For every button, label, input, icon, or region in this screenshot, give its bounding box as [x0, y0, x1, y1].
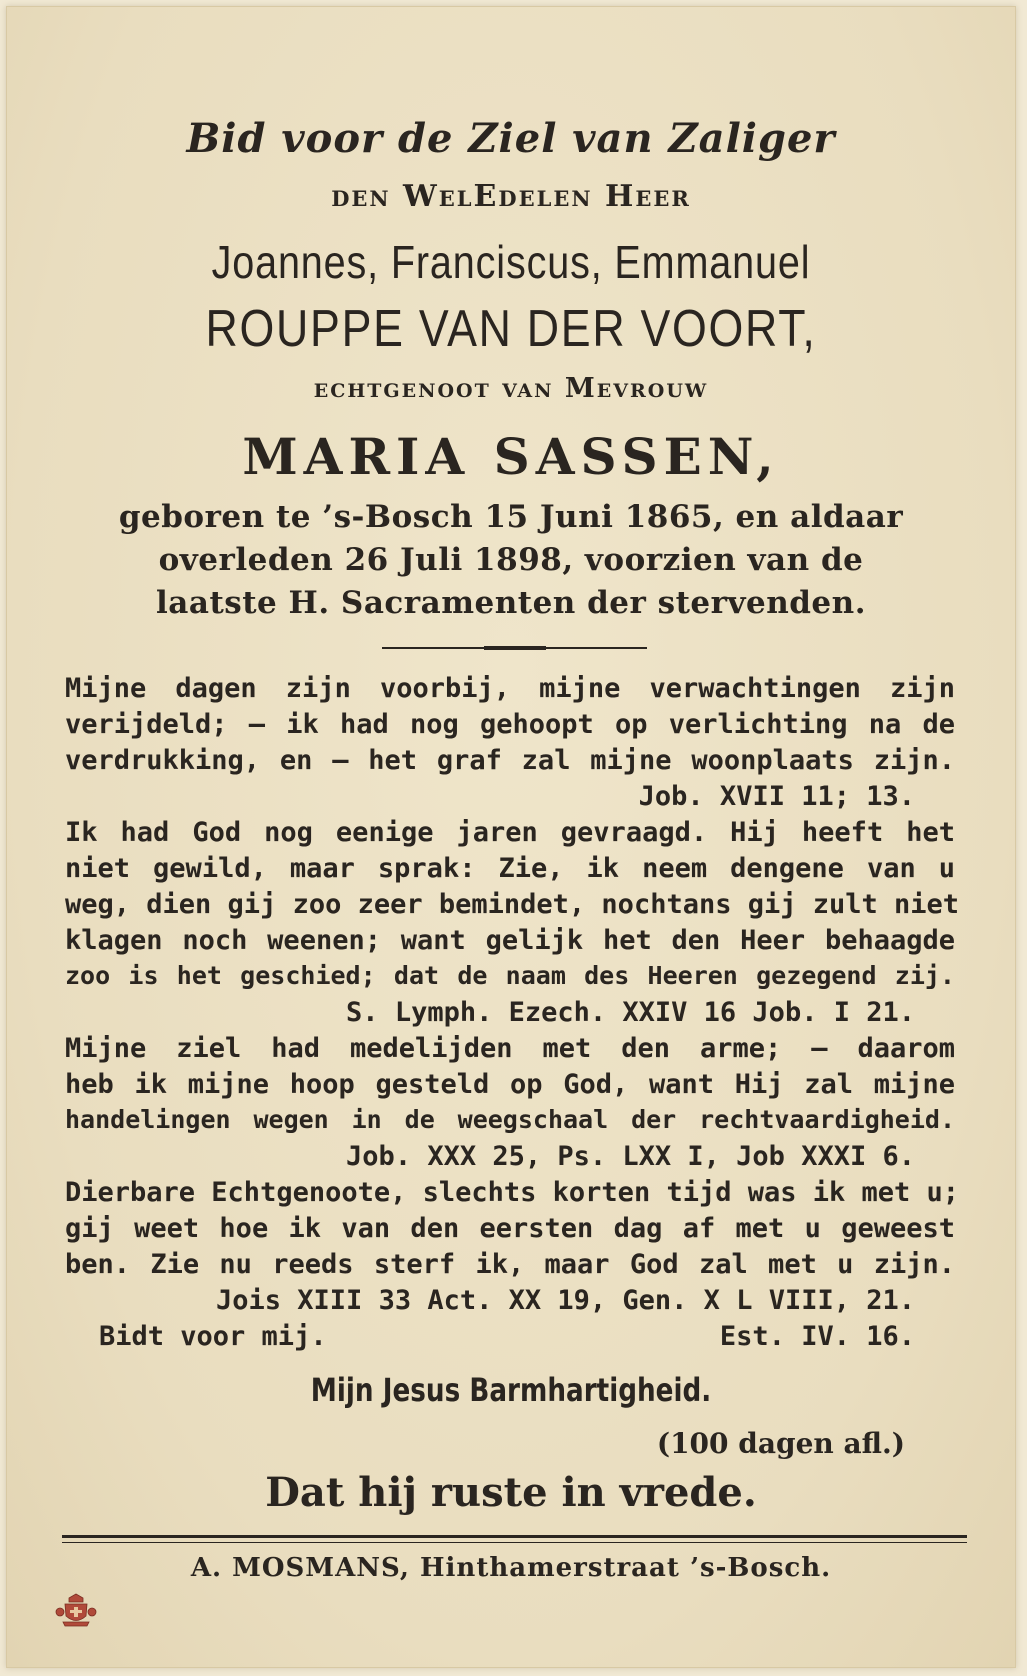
- quote-reference: Jois XIII 33 Act. XX 19, Gen. X L VIII, 21.: [216, 1285, 915, 1316]
- title-line: den WelEdelen Heer: [331, 179, 691, 214]
- footer-rule-thin: [62, 1542, 967, 1543]
- quote-reference: Est. IV. 16.: [719, 1321, 915, 1352]
- quote-line: zoo is het geschied; dat de naam des Heeren gezegend zij.: [65, 961, 955, 990]
- quote-line: handelingen wegen in de weegschaal der rechtvaardigheid.: [65, 1105, 955, 1134]
- given-names: Joannes, Franciscus, Emmanuel: [211, 236, 811, 288]
- quote-reference: Job. XVII 11; 13.: [638, 781, 915, 812]
- prayer-heading: Bid voor de Ziel van Zaliger: [186, 115, 836, 162]
- quote-line: Mijne ziel had medelijden met den arme; — daarom: [65, 1033, 955, 1064]
- quote-line: klagen noch weenen; want gelijk het den Heer behaagde: [65, 925, 955, 956]
- quote-reference: Job. XXX 25, Ps. LXX I, Job XXXI 6.: [346, 1141, 915, 1172]
- bio-line-1: geboren te ’s-Bosch 15 Juni 1865, en aldaar: [118, 499, 904, 535]
- indulgence-note: (100 dagen afl.): [656, 1427, 905, 1460]
- closing-blessing: Dat hij ruste in vrede.: [265, 1469, 757, 1516]
- spouse-name: MARIA SASSEN,: [242, 427, 780, 486]
- bio-line-3: laatste H. Sacramenten der stervenden.: [156, 585, 866, 621]
- quote-line: verdrukking, en — het graf zal mijne woonplaats zijn.: [65, 745, 955, 776]
- quote-line: gij weet hoe ik van den eersten dag af met u geweest: [65, 1213, 955, 1244]
- footer-rule: [62, 1535, 967, 1538]
- quote-reference: S. Lymph. Ezech. XXIV 16 Job. I 21.: [346, 997, 915, 1028]
- memorial-card: [6, 6, 1016, 1668]
- bio-line-2: overleden 26 Juli 1898, voorzien van de: [158, 542, 864, 578]
- quote-line: weg, dien gij zoo zeer bemindet, nochtans gij zult niet: [65, 889, 960, 920]
- divider-rule-center: [484, 646, 546, 650]
- quote-line: Bidt voor mij.: [99, 1321, 327, 1352]
- quote-line: verijdeld; — ik had nog gehoopt op verlichting na de: [65, 709, 955, 740]
- quote-line: Dierbare Echtgenoote, slechts korten tijd was ik met u;: [65, 1177, 960, 1208]
- quote-line: Ik had God nog eenige jaren gevraagd. Hij heeft het: [65, 817, 955, 848]
- surname: ROUPPE VAN DER VOORT,: [205, 300, 817, 358]
- quote-line: niet gewild, maar sprak: Zie, ik neem dengene van u: [65, 853, 955, 884]
- coat-of-arms-seal-icon: [55, 1592, 97, 1628]
- quote-line: ben. Zie nu reeds sterf ik, maar God zal met u zijn.: [65, 1249, 955, 1280]
- quote-line: heb ik mijne hoop gesteld op God, want Hij zal mijne: [65, 1069, 955, 1100]
- quote-line: Mijne dagen zijn voorbij, mijne verwachtingen zijn: [65, 673, 955, 704]
- spouse-intro: echtgenoot van Mevrouw: [313, 373, 709, 404]
- motto: Mijn Jesus Barmhartigheid.: [310, 1371, 712, 1409]
- printer-imprint: A. MOSMANS, Hinthamerstraat ’s-Bosch.: [190, 1553, 832, 1583]
